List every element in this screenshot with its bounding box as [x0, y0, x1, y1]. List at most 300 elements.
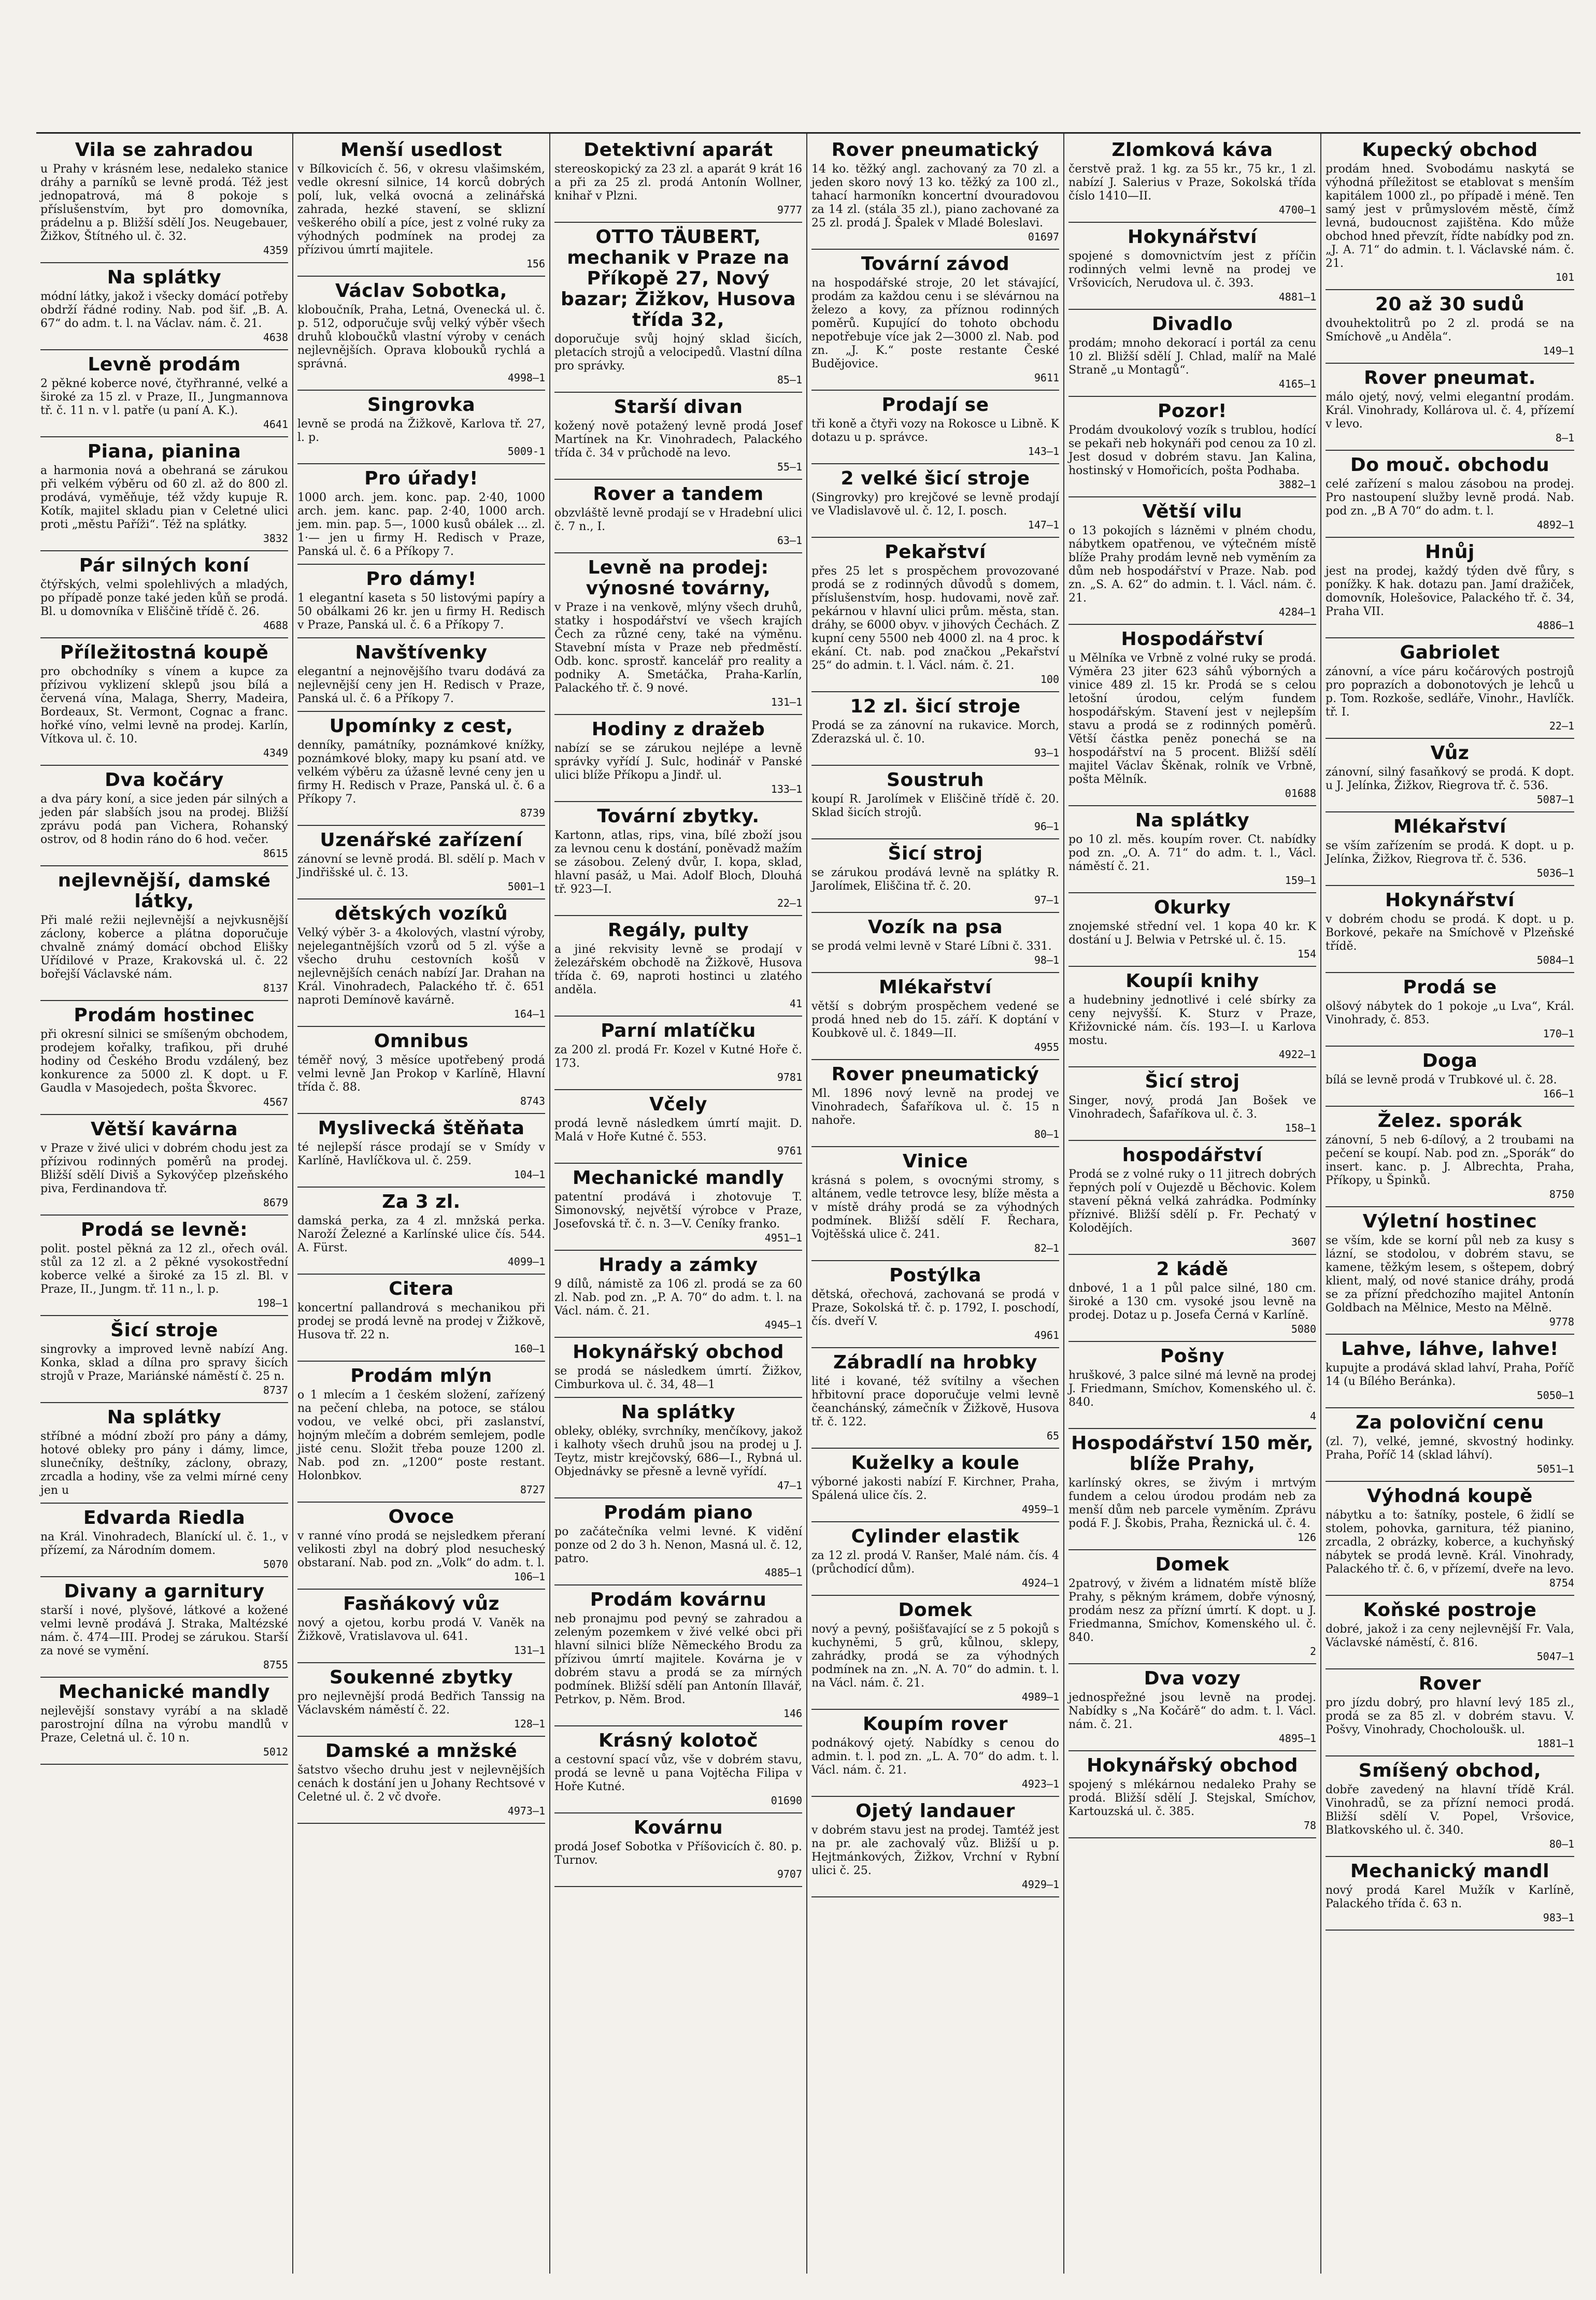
ad-body: hruškové, 3 palce silné má levně na prodej J. Friedmann, Smíchov, Komenského ul. č. 840. [1068, 1369, 1316, 1409]
ad-title: Hnůj [1425, 541, 1475, 563]
ad-body: celé zařízení s malou zásobou na prodej. Pro nastoupení služby levně prodá. Nab. pod zn. „B A 70“ do adm. t. l. [1326, 478, 1574, 518]
ad-body: prodám; mnoho dekorací i portál za cenu 10 zl. Bližší sdělí J. Chlad, malíř na Malé Straně „u Montagů“. [1068, 337, 1316, 377]
classified-ad [297, 464, 545, 565]
classified-ad [811, 766, 1059, 839]
classified-ad [40, 350, 288, 437]
ad-reference-number: 22—1 [1549, 720, 1574, 732]
ad-reference-number: 82—1 [1034, 1242, 1059, 1254]
classified-ad [40, 1678, 288, 1765]
column-4 [807, 134, 1064, 2274]
classified-ad [554, 1090, 802, 1164]
ad-reference-number: 4923—1 [1021, 1778, 1059, 1790]
classified-ad [1326, 1408, 1574, 1482]
ad-body: na hospodářské stroje, 20 let stávající, prodám za každou cenu i se slévárnou na železo a kovy, za příznou rodinných poměrů. Kupující do tohoto obchodu nepotřebuje více jak 2—3000 zl. Nab. pod zn. „J. K.“ poste restante České Budějovice. [811, 277, 1059, 370]
ad-body: se prodá velmi levně v Staré Líbni č. 331. [811, 940, 1052, 953]
ad-title: Vozík na psa [867, 917, 1003, 938]
ad-title: Myslivecká štěňata [318, 1118, 525, 1139]
ad-body: 2 pěkné koberce nové, čtyřhranné, velké a široké za 15 zl. v Praze, II., Jungmannova tř. č. 11 n. v l. patře (u paní A. K.). [40, 377, 288, 417]
ad-title: Šicí stroj [1145, 1071, 1240, 1092]
ad-title: Doga [1422, 1050, 1478, 1072]
ad-body: nabízí se se zárukou nejlépe a levně správky vyřídí J. Sulc, hodinář v Panské ulici blíže Příkopu a Jindř. ul. [554, 742, 802, 782]
classified-ad [40, 638, 288, 766]
ad-body: větší s dobrým prospěchem vedené se prodá hned neb do 15. září. K doptání v Koubkově ul. č. 1849—II. [811, 1000, 1059, 1040]
classified-ad [554, 136, 802, 223]
classified-ad [554, 1585, 802, 1726]
ad-body: damská perka, za 4 zl. mnžská perka. Naroží Železné a Karlínské ulice čís. 544. A. Fürst. [297, 1215, 545, 1254]
ad-reference-number: 41 [789, 997, 802, 1010]
ad-body: výborné jakosti nabízí F. Kirchner, Praha, Spálená ulice čís. 2. [811, 1476, 1059, 1502]
ad-reference-number: 47—1 [777, 1479, 802, 1492]
ad-title: Divany a garnitury [64, 1581, 265, 1602]
ad-reference-number: 01688 [1285, 787, 1316, 799]
ad-title: Detektivní aparát [583, 139, 773, 161]
ad-title: Prodají se [881, 394, 989, 416]
classified-ad [1326, 538, 1574, 638]
ad-reference-number: 149—1 [1543, 345, 1574, 357]
ad-reference-number: 85—1 [777, 374, 802, 386]
ad-reference-number: 8727 [520, 1483, 545, 1496]
ad-title: Hokynářský obchod [573, 1341, 784, 1363]
classified-ad [811, 692, 1059, 766]
classified-ad [811, 1710, 1059, 1797]
classified-ad [1068, 136, 1316, 223]
ad-reference-number: 5036—1 [1536, 867, 1574, 879]
classified-ad [554, 1164, 802, 1251]
classified-ad [554, 715, 802, 802]
ad-title: Okurky [1153, 897, 1231, 918]
ad-body: Singer, nový, prodá Jan Bošek ve Vinohradech, Šafaříkova ul. č. 3. [1068, 1094, 1316, 1121]
ad-reference-number: 4099—1 [507, 1255, 545, 1268]
ad-reference-number: 5009-1 [507, 445, 545, 458]
ad-reference-number: 4641 [263, 418, 288, 431]
ad-body: 2patrový, v živém a lidnatém místě blíže Prahy, s pěkným krámem, dobře výnosný, prodám nesz za přízní úmrtí. K dopt. u J. Friedmanna, Smíchov, Komenského ul. č. 840. [1068, 1577, 1316, 1644]
ad-title: Pro dámy! [366, 568, 477, 590]
classified-ad [1068, 1342, 1316, 1429]
ad-reference-number: 63—1 [777, 534, 802, 547]
ad-reference-number: 4989—1 [1021, 1691, 1059, 1703]
ad-title: Zábradlí na hrobky [833, 1352, 1037, 1373]
ad-title: Šicí stroje [110, 1320, 218, 1341]
classified-ad [811, 1261, 1059, 1348]
ad-body: znojemské střední vel. 1 kopa 40 kr. K dostání u J. Belwia v Petrské ul. č. 15. [1068, 920, 1316, 947]
ad-title: Mechanické mandly [572, 1167, 785, 1189]
ad-reference-number: 1881—1 [1536, 1737, 1574, 1750]
ad-reference-number: 170—1 [1543, 1027, 1574, 1040]
ad-reference-number: 3607 [1291, 1236, 1316, 1248]
classified-ad [1068, 1067, 1316, 1141]
ad-body: patentní prodává i zhotovuje T. Simonovský, největší výrobce v Praze, Josefovská tř. č. n. 3—V. Ceníky franko. [554, 1191, 802, 1231]
ad-title: Vinice [902, 1151, 968, 1172]
ad-title: nejlevnější, damské látky, [58, 870, 271, 912]
ad-title: Singrovka [367, 394, 476, 416]
ad-title: 2 kádě [1156, 1259, 1229, 1280]
ad-title: Kovárnu [633, 1817, 723, 1838]
classified-ad [1326, 812, 1574, 886]
ad-title: Příležitostná koupě [60, 642, 269, 663]
classified-ad [811, 839, 1059, 913]
ad-reference-number: 983—1 [1543, 1911, 1574, 1924]
classified-ad [297, 899, 545, 1027]
ad-body: nový a pevný, pošišťavající se z 5 pokojů s kuchyněmi, 5 grů, kůlnou, sklepy, zahrádky, prodá se za výhodných podmínek na zn. „N. A. 70“ do admin. t. l. na Václ. nám. č. 21. [811, 1623, 1059, 1690]
classified-ad [297, 1027, 545, 1114]
ad-reference-number: 8739 [520, 807, 545, 819]
column-2 [293, 134, 550, 2274]
ad-reference-number: 158—1 [1285, 1122, 1316, 1134]
classified-ad [297, 1275, 545, 1362]
ad-title: Šicí stroj [888, 843, 983, 864]
ad-reference-number: 4638 [263, 331, 288, 344]
ad-body: Prodám dvoukolový vozík s trublou, hodící se pekaři neb hokynáři pod cenou za 10 zl. Jest dosud v dobrém stavu. Jan Kalina, hostinský v Homořicích, pošta Podhaba. [1068, 424, 1316, 477]
ad-title: Prodám mlýn [350, 1365, 492, 1387]
ad-title: 20 až 30 sudů [1375, 294, 1524, 315]
classified-ad [811, 1596, 1059, 1710]
ad-reference-number: 133—1 [771, 783, 802, 795]
classified-ad [40, 1577, 288, 1678]
ad-title: Vila se zahradou [75, 139, 254, 161]
ad-title: Tovární závod [861, 253, 1010, 275]
classified-ad [40, 1115, 288, 1216]
ad-title: Gabriolet [1400, 642, 1500, 663]
ad-reference-number: 126 [1297, 1531, 1316, 1544]
ad-title: Navštívenky [355, 642, 488, 663]
ad-title: Rover pneumat. [1364, 367, 1536, 389]
ad-body: kupujte a prodává sklad lahví, Praha, Poříč 14 (u Bílého Beránka). [1326, 1362, 1574, 1388]
ad-body: té nejlepší rásce prodají se v Smídy v Karlíně, Havlíčkova ul. č. 259. [297, 1141, 545, 1167]
ad-body: při okresní silnici se smíšeným obchodem, prodejem kořalky, trafikou, při druhé hodiny od Českého Brodu vzdálený, bez konkurence za 5000 zl. K dopt. u F. Gaudla v Masojedech, pošta Škvorec. [40, 1028, 288, 1095]
ad-title: Rover pneumatický [831, 1064, 1039, 1085]
ad-body: se vším, kde se korní půl neb za kusy s lázní, se stodolou, v dobrém stavu, se kamene, těžkým lesem, s oštepem, dobrý klient, malý, od nové stanice dráhy, prodá se za přízní předchozího majitel Antonín Goldbach na Mělnice, Mesto na Mělně. [1326, 1234, 1574, 1315]
ad-body: v Bílkovicích č. 56, v okresu vlašimském, vedle okresní silnice, 14 korců dobrých polí, luk, velká ovocná a zelinářská zahrada, hezké stavení, se sklizní veškerého obilí a píce, jest z volné ruky za výhodných podmínek na prodej za přízivou úmrtí majitele. [297, 163, 545, 256]
classified-ad [811, 1449, 1059, 1522]
ad-body: obleky, obléky, svrchníky, menčíkovy, jakož i kalhoty všech druhů jsou na prodej u J. Teytz, mistr krejčovský, 686—I., Rybná ul. Objednávky se přesně a levně vyřídí. [554, 1425, 802, 1478]
classified-ad [297, 1590, 545, 1663]
newspaper-page [36, 132, 1580, 2274]
ad-reference-number: 93—1 [1034, 747, 1059, 759]
ad-body: za 12 zl. prodá V. Ranšer, Malé nám. čís. 4 (průchodící dům). [811, 1549, 1059, 1576]
classified-ad [40, 1403, 288, 1504]
ad-body: Ml. 1896 nový levně na prodej ve Vinohradech, Šafaříkova ul. č. 15 n nahoře. [811, 1087, 1059, 1127]
ad-reference-number: 8—1 [1555, 432, 1574, 444]
classified-ad [554, 1017, 802, 1090]
ad-reference-number: 147—1 [1028, 519, 1059, 531]
ad-body: dnbové, 1 a 1 půl palce silné, 180 cm. široké a 130 cm. vysoké jsou levně na prodej. Dotaz u p. Josefa Černá v Karlíně. [1068, 1282, 1316, 1322]
ad-body: neb pronajmu pod pevný se zahradou a zeleným pozemkem v živé velké obci při hlavní silnici blíže Německého Brodu za přízivou úmrtí majitele. Kovárna je v dobrém stavu a prodá se za mírných podmínek. Bližší sdělí pan Antonín Illavář, Petrkov, p. Něm. Brod. [554, 1612, 802, 1706]
ad-reference-number: 5001—1 [507, 880, 545, 893]
ad-body: o 1 mlecím a 1 českém složení, zařízený na pečení chleba, na potoce, se stálou vodou, ve velké obci, při zaslanství, hojným mlečím a dobrém semlejem, podle jisté cenu. Složit třeba pouze 1200 zl. Nab. pod zn. „1200“ poste restant. Holonbkov. [297, 1389, 545, 1482]
ad-body: 1 elegantní kaseta s 50 listovými papíry a 50 obálkami 26 kr. jen u firmy H. Redisch v Praze, Panská ul. č. 6 a Příkopy 7. [297, 592, 545, 632]
ad-title: Koňské postroje [1363, 1599, 1537, 1621]
ad-body: dobře zavedený na hlavní třídě Král. Vinohradů, se za přízní nemoci prodá. Bližší sdělí V. Popel, Vršovice, Blatkovského ul. č. 340. [1326, 1783, 1574, 1837]
classified-ad [1068, 967, 1316, 1067]
ad-body: módní látky, jakož i všecky domácí potřeby obdrží řádné rodiny. Nab. pod šif. „B. A. 67“ do adm. t. l. na Václav. nám. č. 21. [40, 290, 288, 330]
ad-reference-number: 3832 [263, 532, 288, 545]
ad-reference-number: 4885—1 [764, 1566, 802, 1579]
ad-reference-number: 2 [1309, 1645, 1316, 1658]
ad-title: Omnibus [374, 1031, 469, 1052]
ad-reference-number: 146 [783, 1707, 802, 1720]
classified-ad [811, 1147, 1059, 1261]
classified-ad [811, 538, 1059, 692]
ad-reference-number: 4924—1 [1021, 1577, 1059, 1589]
ad-body: a jiné rekvisity levně se prodají v železářském obchodě na Žižkově, Husova třída č. 69, naproti hostinci u zlatého anděla. [554, 943, 802, 996]
classified-ad [811, 1797, 1059, 1897]
classified-ad [1068, 1255, 1316, 1342]
ad-body: se zárukou prodává levně na splátky R. Jarolímek, Eliščina tř. č. 20. [811, 866, 1059, 893]
classified-ad [1068, 625, 1316, 806]
ad-body: a hudebniny jednotlivé i celé sbírky za ceny nejvyšší. K. Sturz v Praze, Křižovnické nám. čís. 193—I. u Karlova mostu. [1068, 994, 1316, 1047]
ad-reference-number: 4955 [1034, 1041, 1059, 1053]
ad-reference-number: 4929—1 [1021, 1878, 1059, 1891]
ad-body: v dobrém stavu jest na prodej. Tamtéž jest na pr. ale zachovalý vůz. Bližší u p. Hejtmánkových, Žižkov, Vrchní v Rybní ulici č. 25. [811, 1824, 1059, 1877]
ad-body: Velký výběr 3- a 4kolových, vlastní výroby, nejelegantnějších vzorů od 5 zl. výše a všecho druhu cestovních košů v nejlevnějších cenách nabízí Jar. Drahan na Král. Vinohradech, Palackého tř. č. 651 naproti Demínově kavárně. [297, 926, 545, 1007]
ad-body: (zl. 7), velké, jemné, skvostný hodinky. Praha, Poříč 14 (sklad láhví). [1326, 1435, 1574, 1462]
ad-body: nový a ojetou, korbu prodá V. Vaněk na Žižkově, Vratislavova ul. 641. [297, 1617, 545, 1643]
classified-ad [1326, 1335, 1574, 1408]
classified-ad [811, 973, 1059, 1060]
ad-reference-number: 22—1 [777, 897, 802, 909]
ad-reference-number: 5087—1 [1536, 793, 1574, 806]
ad-reference-number: 8679 [263, 1196, 288, 1209]
ad-title: Ojetý landauer [856, 1801, 1015, 1822]
ad-title: Hrady a zámky [598, 1254, 758, 1276]
ad-reference-number: 166—1 [1543, 1088, 1574, 1100]
classified-ad [40, 1504, 288, 1577]
ad-body: prodám hned. Svobodámu naskytá se výhodná příležitost se etablovat s menším kapitálem 1000 zl., po případě i méně. Ten samý jest v průmyslovém městě, čímž levná, budoucnost zajištěna. Kdo může obchod hned převzít, řídte nabídky pod zn. „J. A. 71“ do admin. t. l. Václavské nám. č. 21. [1326, 163, 1574, 270]
ad-body: na Král. Vinohradech, Blaníckí ul. č. 1., v přízemí, za Národním domem. [40, 1531, 288, 1557]
classified-ad [554, 553, 802, 715]
ad-reference-number: 4973—1 [507, 1805, 545, 1817]
ad-body: po začátečníka velmi levné. K vidění ponze od 2 do 3 h. Nenon, Masná ul. č. 12, patro. [554, 1525, 802, 1565]
ad-title: Smíšený obchod, [1358, 1760, 1542, 1781]
ad-body: nejlevější sonstavy vyrábí a na skladě parostrojní dílna na výrobu mandlů v Praze, Celetná ul. č. 10 n. [40, 1705, 288, 1745]
ad-reference-number: 159—1 [1285, 874, 1316, 887]
ad-reference-number: 9778 [1549, 1316, 1574, 1328]
ad-body: o 13 pokojích s lázněmi v plném chodu, nábytkem opatřenou, ve výtečném místě blíže Prahy prodám levně neb vyměním za dům neb hospodářství v Praze. Nab. pod zn. „S. A. 62“ do admin. t. l. Václ. nám. č. 21. [1068, 524, 1316, 605]
classified-ad [297, 638, 545, 712]
ad-reference-number: 5047—1 [1536, 1650, 1574, 1663]
ad-body: pro jízdu dobrý, pro hlavní levý 185 zl., prodá se za 85 zl. v dobrém stavu. V. Pošvy, Vinohrady, Chocholoušk. ul. [1326, 1696, 1574, 1736]
classified-ad [1326, 739, 1574, 812]
ad-reference-number: 9781 [777, 1071, 802, 1083]
ad-title: Mlékařství [1393, 816, 1506, 837]
ad-title: Domek [1155, 1554, 1230, 1575]
ad-title: Prodám kovárnu [590, 1589, 767, 1610]
ad-reference-number: 4951—1 [764, 1232, 802, 1244]
ad-body: Prodá se z volné ruky o 11 jitrech dobrých řepných polí v Oujezdě u Běchovic. Kolem stavení pěkná velká zahrádka. Podmínky příznivé. Bližší sdělí p. Fr. Pechatý v Kolodějích. [1068, 1168, 1316, 1235]
ad-body: 1000 arch. jem. konc. pap. 2·40, 1000 arch. jem. kanc. pap. 2·40, 1000 arch. jem. min. pap. 5—, 1000 kusů obálek ... zl. 1·— jen u firmy H. Redisch v Praze, Panská ul. č. 6 a Příkopy 7. [297, 491, 545, 558]
ad-body: za 200 zl. prodá Fr. Kozel v Kutné Hoře č. 173. [554, 1044, 802, 1070]
ad-title: Menší usedlost [340, 139, 503, 161]
ad-title: Pár silných koní [79, 555, 250, 576]
ad-title: Upomínky z cest, [329, 716, 514, 737]
ad-body: dobré, jakož i za ceny nejlevnější Fr. Vala, Václavské náměstí, č. 816. [1326, 1623, 1574, 1649]
classified-ad [554, 1251, 802, 1338]
ad-reference-number: 78 [1303, 1819, 1316, 1832]
ad-title: Na splátky [1135, 810, 1250, 831]
ad-title: Tovární zbytky. [597, 806, 760, 827]
ad-reference-number: 4895—1 [1278, 1732, 1316, 1745]
classified-ad [811, 913, 1059, 973]
ad-reference-number: 143—1 [1028, 445, 1059, 458]
ad-title: Větší kavárna [91, 1119, 238, 1140]
ad-body: zánovní, silný fasaňkový se prodá. K dopt. u J. Jelínka, Žižkov, Riegrova tř. č. 536. [1326, 766, 1574, 792]
classified-ad [554, 916, 802, 1017]
ad-body: v Praze v živé ulici v dobrém chodu jest za přízivou rodinných poměrů na prodej. Bližší sdělí Diviš a Sykovýčep plzeňského piva, Ferdinandova tř. [40, 1142, 288, 1195]
ad-title: Edvarda Riedla [83, 1507, 246, 1528]
ad-body: se vším zařízením se prodá. K dopt. u p. Jelínka, Žižkov, Riegrova tř. č. 536. [1326, 839, 1574, 866]
ad-title: Regály, pulty [607, 920, 749, 941]
ad-title: Želez. sporák [1377, 1110, 1522, 1132]
ad-reference-number: 106—1 [514, 1570, 545, 1583]
ad-body: olšový nábytek do 1 pokoje „u Lva“, Král. Vinohrady, č. 853. [1326, 1000, 1574, 1026]
ad-reference-number: 5051—1 [1536, 1463, 1574, 1475]
ad-body: a dva páry koní, a sice jeden pár silných a jeden pár slabších jsou na prodej. Bližší zprávu podá pan Vichera, Rohanský ostrov, od 8 hodin ráno do 6 hod. večer. [40, 793, 288, 846]
classified-ad [1068, 223, 1316, 310]
classified-ad [811, 1060, 1059, 1147]
ad-title: Parní mlatíčku [601, 1020, 756, 1041]
ad-body: nový prodá Karel Mužík v Karlíně, Palackého třída č. 63 n. [1326, 1884, 1574, 1910]
ad-reference-number: 160—1 [514, 1342, 545, 1355]
ad-reference-number: 4688 [263, 619, 288, 632]
ad-body: singrovky a improved levně nabízí Ang. Konka, sklad a dílna pro spravy šicích strojů v Praze, Mariánské náměstí č. 25 n. [40, 1343, 288, 1383]
ad-title: Pro úřady! [364, 468, 478, 489]
ad-title: OTTO TÄUBERT, mechanik v Praze na Příkopě 27, Nový bazar; Žižkov, Husova třída 32, [560, 226, 796, 331]
ad-title: Na splátky [107, 267, 222, 288]
ad-title: Pošny [1160, 1346, 1225, 1367]
classified-ad [1326, 1756, 1574, 1857]
ad-body: kloboučník, Praha, Letná, Ovenecká ul. č. p. 512, odporučuje svůj velký výběr všech druhů kloboučků vlastní výroby v cenách nejlevnějších. Oprava klobouků rychlá a správná. [297, 304, 545, 370]
ad-body: obzvláště levně prodají se v Hradební ulici č. 7 n., I. [554, 507, 802, 533]
ad-title: Rover pneumatický [831, 139, 1039, 161]
classified-ad [297, 1503, 545, 1590]
ad-title: Koupíi knihy [1125, 970, 1259, 992]
classified-ad [297, 826, 545, 899]
ad-reference-number: 9707 [777, 1868, 802, 1880]
ad-body: pro obchodníky s vínem a kupce za přízivou vyklizení sklepů jsou bílá a červená vína, Malaga, Sherry, Madeira, Bordeaux, St. Vermont, Cognac a franc. hořké víno, velmi levně na prodej. Karlín, Vítkova ul. č. 10. [40, 665, 288, 746]
ad-reference-number: 55—1 [777, 461, 802, 473]
ad-reference-number: 154 [1297, 948, 1316, 960]
ad-body: koncertní pallandrová s mechanikou při prodej se prodá levně na prodej v Žižkově, Husova tř. 22 n. [297, 1302, 545, 1341]
ad-title: Soukenné zbytky [329, 1667, 514, 1688]
ad-body: bílá se levně prodá v Trubkové ul. č. 28. [1326, 1074, 1557, 1087]
classified-ad [1326, 1669, 1574, 1756]
classified-ad [297, 136, 545, 277]
classified-ad [1326, 973, 1574, 1047]
ad-body: levně se prodá na Žižkově, Karlova tř. 27, l. p. [297, 418, 545, 444]
ad-reference-number: 128—1 [514, 1718, 545, 1730]
ad-reference-number: 4998—1 [507, 372, 545, 384]
ad-body: krásná s polem, s ovocnými stromy, s altánem, vedle tetrovce lesy, blíže města a v místě dráhy prodá se za výhodných podmínek. Bližší sdělí F. Řechara, Vojtěšská ulice č. 241. [811, 1174, 1059, 1241]
ad-body: prodá levně následkem úmrtí majit. D. Malá v Hoře Kutné č. 553. [554, 1117, 802, 1144]
ad-title: Krásný kolotoč [598, 1730, 759, 1751]
ad-reference-number: 9761 [777, 1145, 802, 1157]
ad-reference-number: 8743 [520, 1095, 545, 1107]
classified-ad [554, 1813, 802, 1887]
ad-title: Mlékařství [878, 977, 992, 998]
ad-body: stereoskopický za 23 zl. a aparát 9 krát 16 a při za 25 zl. prodá Antonín Wollner, knihař v Plzni. [554, 163, 802, 203]
ad-body: starší i nové, plyšové, látkové a kožené velmi levně prodává J. Straka, Maltézské nám. č. 474—III. Prodej se zárukou. Starší za nové se vymění. [40, 1604, 288, 1658]
ad-reference-number: 4922—1 [1278, 1048, 1316, 1061]
ad-reference-number: 4945—1 [764, 1319, 802, 1331]
classified-ad [554, 480, 802, 553]
ad-body: koupí R. Jarolímek v Eliščině třídě č. 20. Sklad šicích strojů. [811, 793, 1059, 819]
column-6 [1321, 134, 1578, 2274]
ad-title: Starší divan [614, 396, 743, 418]
classified-ad [1068, 397, 1316, 497]
ad-body: v dobrém chodu se prodá. K dopt. u p. Borkové, pekaře na Smíchově v Plzeňské třídě. [1326, 913, 1574, 953]
ad-reference-number: 131—1 [771, 696, 802, 708]
ad-title: Postýlka [889, 1265, 981, 1286]
ad-body: podnákový ojetý. Nabídky s cenou do admin. t. l. pod zn. „L. A. 70“ do adm. t. l. Václ. nám. č. 21. [811, 1737, 1059, 1777]
classified-ad [297, 1114, 545, 1188]
classified-ad [297, 391, 545, 464]
ad-title: Hodiny z dražeb [591, 719, 765, 740]
ad-title: Divadlo [1151, 313, 1233, 335]
ad-reference-number: 8755 [263, 1659, 288, 1671]
classified-ad [1068, 893, 1316, 967]
ad-body: čerstvě praž. 1 kg. za 55 kr., 75 kr., 1 zl. nabízí J. Salerius v Praze, Sokolská třída číslo 1410—II. [1068, 163, 1316, 203]
classified-ad [1068, 1751, 1316, 1838]
ad-title: Damské a mnžské [325, 1740, 518, 1762]
ad-body: u Mělníka ve Vrbně z volné ruky se prodá. Výměra 23 jiter 623 sáhů výborných a vinice 489 zl. 15 kr. Prodá se s celou letošní úrodou, celým fundem hospodářským. Stavení jest v nejlepším stavu a prodá se z rodinných poměrů. Větší částka peněz ponechá se na hospodářství na 5 procent. Bližší sdělí majitel Václav Škěnak, rolník ve Vrbně, pošta Mělník. [1068, 652, 1316, 786]
ad-reference-number: 5084—1 [1536, 954, 1574, 966]
ad-title: Hospodářství 150 měr, blíže Prahy, [1071, 1433, 1314, 1475]
ad-reference-number: 9777 [777, 204, 802, 216]
ad-reference-number: 5050—1 [1536, 1389, 1574, 1402]
classified-ad [1326, 1857, 1574, 1931]
classified-ad [1068, 1141, 1316, 1255]
ad-title: Rover a tandem [593, 483, 764, 505]
ad-reference-number: 65 [1046, 1430, 1059, 1442]
classified-ad [1068, 1429, 1316, 1550]
ad-reference-number: 4700—1 [1278, 204, 1316, 216]
ad-body: kožený nově potažený levně prodá Josef Martínek na Kr. Vinohradech, Palackého třída č. 34 v průchodě na levo. [554, 420, 802, 460]
ad-body: zánovní, a více páru kočárových postrojů pro poprazích a dobonotových je lehců u p. Tom. Rozkoše, sedláře, Vinohr., Havlíčk. tř. I. [1326, 665, 1574, 719]
ad-body: se prodá se následkem úmrtí. Žižkov, Cimburkova ul. č. 34, 48—1 [554, 1365, 802, 1391]
classified-ad [40, 1216, 288, 1316]
ad-reference-number: 4961 [1034, 1329, 1059, 1341]
classified-ad [811, 464, 1059, 538]
ad-body: dětská, ořechová, zachovaná se prodá v Praze, Sokolská tř. č. p. 1792, I. poschodí, čís. dveří V. [811, 1288, 1059, 1328]
ad-title: Prodám hostinec [74, 1005, 255, 1026]
ad-title: 12 zl. šicí stroje [850, 696, 1021, 717]
classified-ad [1326, 451, 1574, 538]
ad-body: téměř nový, 3 měsíce upotřebený prodá velmi levně Jan Prokop v Karlíně, Hlavní třída č. 88. [297, 1054, 545, 1094]
ad-body: Prodá se za zánovní na rukavice. Morch, Zderazská ul. č. 10. [811, 719, 1059, 746]
ad-title: Kupecký obchod [1362, 139, 1538, 161]
ad-title: Rover [1418, 1673, 1481, 1694]
classified-ad [1068, 310, 1316, 397]
ad-reference-number: 96—1 [1034, 820, 1059, 833]
ad-title: Ovoce [388, 1506, 454, 1527]
ad-body: zánovní, 5 neb 6-dílový, a 2 troubami na pečení se koupí. Nab. pod zn. „Sporák“ do insert. kanc. p. J. Albrechta, Praha, Příkopy, u Špinků. [1326, 1134, 1574, 1187]
ad-reference-number: 8737 [263, 1384, 288, 1396]
classified-ad [297, 565, 545, 638]
ad-body: v Praze i na venkově, mlýny všech druhů, statky i hospodářství ve všech krajích Čech za různé ceny, také na výměnu. Stavební místa v Praze neb předměstí. Odb. konc. sprostř. kancelář pro reality a podniky A. Smetáčka, Praha-Karlín, Palackého tř. č. 9 nové. [554, 601, 802, 695]
classified-ad [40, 551, 288, 638]
ad-title: Cylinder elastik [851, 1526, 1020, 1547]
ad-reference-number: 8754 [1549, 1577, 1574, 1589]
classified-ad [1068, 1550, 1316, 1664]
classified-ad [1326, 364, 1574, 451]
ad-body: po 10 zl. měs. koupím rover. Ct. nabídky pod zn. „O. A. 71“ do adm. t. l., Václ. náměstí č. 21. [1068, 833, 1316, 873]
column-5 [1064, 134, 1321, 2274]
ad-body: spojený s mlékárnou nedaleko Prahy se prodá. Bližší sdělí J. Stejskal, Smíchov, Kartouzská ul. č. 385. [1068, 1778, 1316, 1818]
ad-reference-number: 80—1 [1549, 1838, 1574, 1850]
classified-ad [554, 802, 802, 916]
classified-ad [1326, 136, 1574, 290]
classified-ad [40, 437, 288, 551]
